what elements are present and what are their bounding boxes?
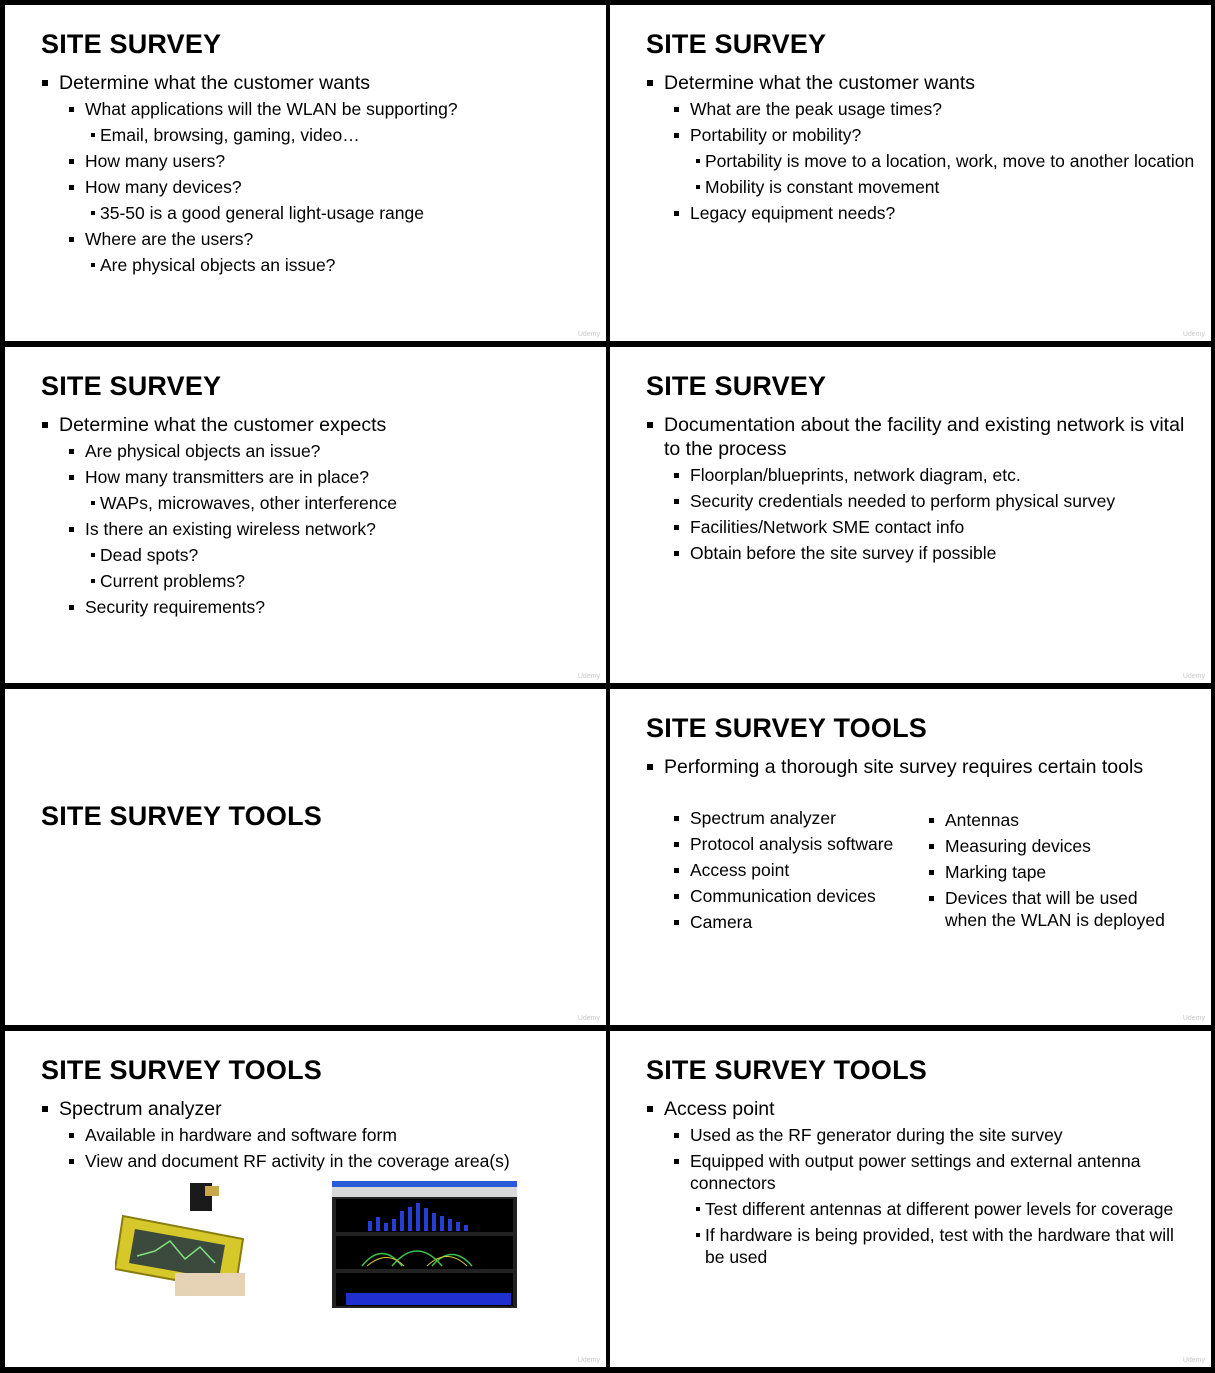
slide-1 (5, 5, 606, 341)
tool-list-right (901, 809, 1181, 935)
bullet-list (41, 413, 591, 622)
tool-item: Camera (646, 911, 906, 933)
bullet-item: Where are the users? (41, 228, 591, 250)
bullet-item: Floorplan/blueprints, network diagram, etc. (646, 464, 1196, 486)
bullet-item: Portability is move to a location, work, move to another location (646, 150, 1196, 172)
bullet-item: Documentation about the facility and existing network is vital to the process (646, 413, 1196, 461)
tool-item: Devices that will be used when the WLAN is deployed (901, 887, 1181, 931)
slide-title: SITE SURVEY (41, 371, 222, 401)
bullet-item: Are physical objects an issue? (41, 440, 591, 462)
watermark: Udemy (1182, 673, 1205, 680)
bullet-item: Is there an existing wireless network? (41, 518, 591, 540)
slide-7 (5, 1031, 606, 1367)
bullet-list (646, 71, 1196, 228)
tool-item: Measuring devices (901, 835, 1181, 857)
tool-item: Protocol analysis software (646, 833, 906, 855)
slide-title: SITE SURVEY (646, 371, 827, 401)
bullet-item: Dead spots? (41, 544, 591, 566)
bullet-list (41, 71, 591, 280)
watermark: Udemy (577, 331, 600, 338)
bullet-item: 35-50 is a good general light-usage range (41, 202, 591, 224)
bullet-list (646, 1097, 1196, 1272)
slide-6 (610, 689, 1211, 1025)
bullet-item: Test different antennas at different power levels for coverage (646, 1198, 1196, 1220)
bullet-item: Equipped with output power settings and external antenna connectors (646, 1150, 1196, 1194)
watermark: Udemy (1182, 331, 1205, 338)
bullet-item: How many transmitters are in place? (41, 466, 591, 488)
bullet-item: Security requirements? (41, 596, 591, 618)
bullet-item: Security credentials needed to perform physical survey (646, 490, 1196, 512)
tool-item: Communication devices (646, 885, 906, 907)
bullet-item: Portability or mobility? (646, 124, 1196, 146)
bullet-list (646, 413, 1196, 568)
bullet-item: Spectrum analyzer (41, 1097, 591, 1121)
bullet-item: Determine what the customer expects (41, 413, 591, 437)
slide-title: SITE SURVEY (41, 29, 222, 59)
bullet-item: What applications will the WLAN be supporting? (41, 98, 591, 120)
slide-title: SITE SURVEY TOOLS (41, 1055, 322, 1085)
tool-item: Access point (646, 859, 906, 881)
bullet-list (41, 1097, 591, 1176)
bullet-item: Access point (646, 1097, 1196, 1121)
bullet-item: Mobility is constant movement (646, 176, 1196, 198)
bullet-item: How many users? (41, 150, 591, 172)
slide-5 (5, 689, 606, 1025)
bullet-item: Determine what the customer wants (646, 71, 1196, 95)
handheld-analyzer-image (115, 1181, 250, 1296)
watermark: Udemy (577, 1357, 600, 1364)
bullet-item: Email, browsing, gaming, video… (41, 124, 591, 146)
bullet-item: Are physical objects an issue? (41, 254, 591, 276)
bullet-item: What are the peak usage times? (646, 98, 1196, 120)
watermark: Udemy (577, 1015, 600, 1022)
bullet-item: WAPs, microwaves, other interference (41, 492, 591, 514)
tool-item: Spectrum analyzer (646, 807, 906, 829)
bullet-item: Used as the RF generator during the site survey (646, 1124, 1196, 1146)
bullet-item: Facilities/Network SME contact info (646, 516, 1196, 538)
bullet-item: Determine what the customer wants (41, 71, 591, 95)
bullet-item: Obtain before the site survey if possible (646, 542, 1196, 564)
watermark: Udemy (1182, 1357, 1205, 1364)
bullet-item: How many devices? (41, 176, 591, 198)
bullet-item: If hardware is being provided, test with the hardware that will be used (646, 1224, 1196, 1268)
slide-8 (610, 1031, 1211, 1367)
bullet-item: View and document RF activity in the coverage area(s) (41, 1150, 591, 1172)
watermark: Udemy (1182, 1015, 1205, 1022)
slide-4 (610, 347, 1211, 683)
bullet-item: Performing a thorough site survey requires certain tools (646, 755, 1196, 779)
bullet-list (646, 755, 1196, 782)
bullet-item: Legacy equipment needs? (646, 202, 1196, 224)
watermark: Udemy (577, 673, 600, 680)
bullet-item: Current problems? (41, 570, 591, 592)
spectrum-software-image (332, 1181, 517, 1308)
slide-title: SITE SURVEY TOOLS (41, 801, 322, 831)
tool-list-left (646, 807, 906, 937)
tool-item: Antennas (901, 809, 1181, 831)
tool-item: Marking tape (901, 861, 1181, 883)
slide-2 (610, 5, 1211, 341)
slide-title: SITE SURVEY (646, 29, 827, 59)
slide-title: SITE SURVEY TOOLS (646, 713, 927, 743)
slide-3 (5, 347, 606, 683)
bullet-item: Available in hardware and software form (41, 1124, 591, 1146)
slide-title: SITE SURVEY TOOLS (646, 1055, 927, 1085)
